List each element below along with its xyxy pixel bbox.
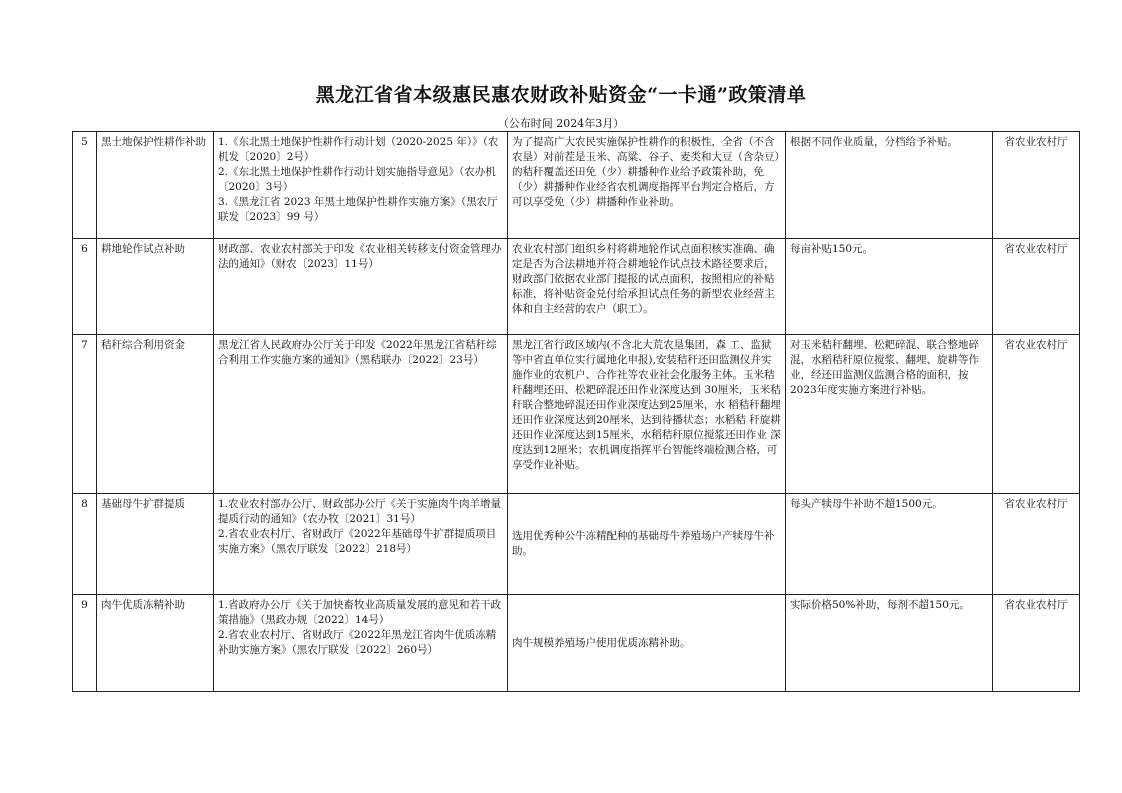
subsidy-name: 基础母牛扩群提质 bbox=[97, 494, 214, 595]
basis-line: 1.省政府办公厅《关于加快畜牧业高质量发展的意见和若干政策措施》（黑政办规〔2022〕14号） bbox=[218, 599, 502, 626]
subsidy-standard: 根据不同作业质量，分档给予补贴。 bbox=[786, 132, 993, 239]
policy-table bbox=[72, 131, 1080, 692]
subsidy-object: 农业农村部门组织乡村将耕地轮作试点面积核实准确、确定是否为合法耕地并符合耕地轮作试点技术路径要求后，财政部门依据农业部门提报的试点面积，按照相应的补贴标准，将补贴资金兑付给承担试点任务的新型农业经营主体和自主经营的农户（职工）。 bbox=[508, 239, 786, 335]
department: 省农业农村厅 bbox=[993, 494, 1080, 595]
subsidy-standard: 对玉米秸秆翻埋、松耙碎混、联合整地碎混，水稻秸秆原位搅浆、翻埋、旋耕等作业，经还田监测仪监测合格的面积，按2023年度实施方案进行补贴。 bbox=[786, 335, 993, 494]
subsidy-standard: 每亩补贴150元。 bbox=[786, 239, 993, 335]
department: 省农业农村厅 bbox=[993, 239, 1080, 335]
table-row bbox=[73, 132, 1080, 239]
basis-line: 2.省农业农村厅、省财政厅《2022年黑龙江省肉牛优质冻精补助实施方案》（黑农厅联发〔2022〕260号） bbox=[218, 629, 497, 656]
row-number: 6 bbox=[73, 239, 97, 335]
table-row bbox=[73, 239, 1080, 335]
row-number: 5 bbox=[73, 132, 97, 239]
subsidy-name: 秸秆综合利用资金 bbox=[97, 335, 214, 494]
policy-basis bbox=[214, 494, 508, 595]
policy-basis bbox=[214, 132, 508, 239]
table-row bbox=[73, 335, 1080, 494]
subsidy-name: 肉牛优质冻精补助 bbox=[97, 595, 214, 692]
department: 省农业农村厅 bbox=[993, 595, 1080, 692]
subsidy-object: 为了提高广大农民实施保护性耕作的积极性，全省（不含农垦）对前茬是玉米、高粱、谷子、麦类和大豆（含杂豆）的秸秆覆盖还田免（少）耕播种作业给予政策补助，免（少）耕播种作业经省农机调度指挥平台判定合格后，方可以享受免（少）耕播种作业补助。 bbox=[508, 132, 786, 239]
subsidy-object: 肉牛规模养殖场户使用优质冻精补助。 bbox=[508, 595, 786, 692]
basis-line: 财政部、农业农村部关于印发《农业相关转移支付资金管理办法的通知》（财农〔2023〕11号） bbox=[218, 243, 502, 270]
subsidy-object: 黑龙江省行政区域内(不含北大荒农垦集团，森 工、监狱等中省直单位实行属地化申报),安装秸秆还田监测仪并实施作业的农机户、合作社等农业社会化服务主体。玉米秸秆翻埋还田、松耙碎混还田作业深度达到 30厘米，玉米秸秆联合整地碎混还田作业深度达到25厘米，水 稻秸秆翻埋还田作业深度达到20厘米，达到待播状态；水稻秸 秆旋耕还田作业深度达到15厘米，水稻秸秆原位搅浆还田作业 深度达到12厘米；农机调度指挥平台智能终端检测合格，可享受作业补贴。 bbox=[508, 335, 786, 494]
basis-line: 1.《东北黑土地保护性耕作行动计划（2020-2025 年）》（农机发〔2020〕2号） bbox=[218, 136, 499, 163]
department: 省农业农村厅 bbox=[993, 335, 1080, 494]
publish-time: （公布时间 2024年3月） bbox=[497, 117, 625, 130]
table-row bbox=[73, 595, 1080, 692]
table-row bbox=[73, 494, 1080, 595]
basis-line: 2.省农业农村厅、省财政厅《2022年基础母牛扩群提质项目实施方案》（黑农厅联发〔2022〕218号） bbox=[218, 528, 497, 555]
document-title: 黑龙江省省本级惠民惠农财政补贴资金“一卡通”政策清单 bbox=[315, 84, 807, 106]
basis-line: 3.《黑龙江省 2023 年黑土地保护性耕作实施方案》（黑农厅联发〔2023〕99 号） bbox=[218, 196, 498, 223]
subsidy-name: 黑土地保护性耕作补助 bbox=[97, 132, 214, 239]
subsidy-standard: 每头产犊母牛补助不超1500元。 bbox=[786, 494, 993, 595]
department: 省农业农村厅 bbox=[993, 132, 1080, 239]
basis-line: 1.农业农村部办公厅、财政部办公厅《关于实施肉牛肉羊增量提质行动的通知》（农办牧〔2021〕31号） bbox=[218, 498, 502, 525]
policy-basis bbox=[214, 239, 508, 335]
subsidy-standard: 实际价格50%补助，每剂不超150元。 bbox=[786, 595, 993, 692]
basis-line: 2.《东北黑土地保护性耕作行动计划实施指导意见》（农办机〔2020〕3号） bbox=[218, 166, 496, 193]
policy-basis bbox=[214, 595, 508, 692]
subsidy-name: 耕地轮作试点补助 bbox=[97, 239, 214, 335]
row-number: 7 bbox=[73, 335, 97, 494]
policy-basis bbox=[214, 335, 508, 494]
row-number: 9 bbox=[73, 595, 97, 692]
basis-line: 黑龙江省人民政府办公厅关于印发《2022年黑龙江省秸秆综合利用工作实施方案的通知》（黑秸联办〔2022〕23号） bbox=[218, 339, 497, 366]
row-number: 8 bbox=[73, 494, 97, 595]
subsidy-object: 选用优秀种公牛冻精配种的基础母牛养殖场户产犊母牛补助。 bbox=[508, 494, 786, 595]
